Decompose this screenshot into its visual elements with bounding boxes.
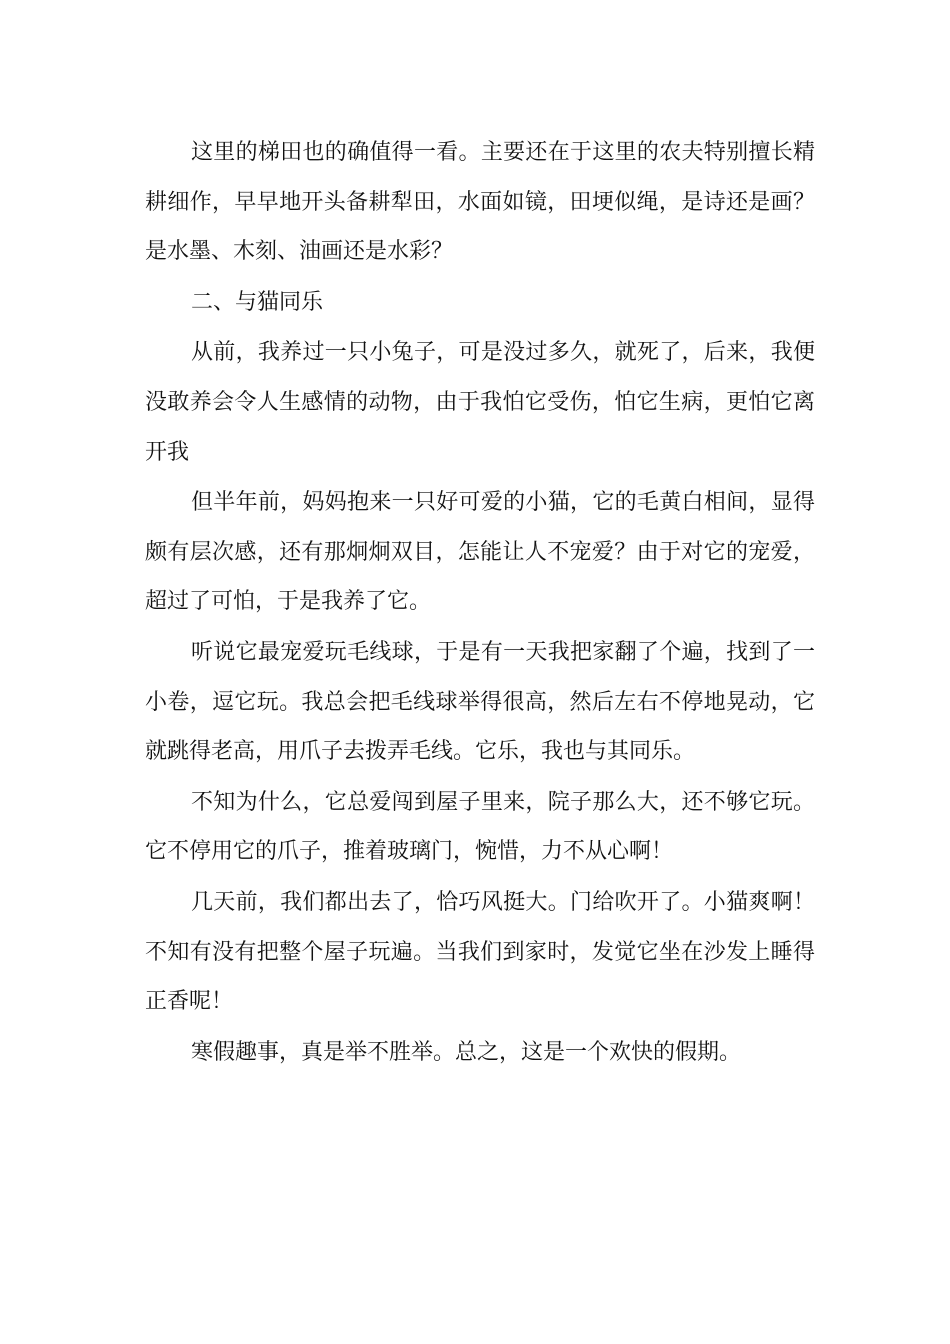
document-body <box>145 128 815 1078</box>
paragraph-kitten-arrives: 但半年前，妈妈抱来一只好可爱的小猫，它的毛黄白相间，显得颇有层次感，还有那炯炯双目，怎能让人不宠爱？由于对它的宠爱，超过了可怕，于是我养了它。 <box>145 490 815 615</box>
paragraph-terraces: 这里的梯田也的确值得一看。主要还在于这里的农夫特别擅长精耕细作，早早地开头备耕犁田，水面如镜，田埂似绳，是诗还是画？是水墨、木刻、油画还是水彩？ <box>145 140 815 265</box>
paragraph-yarn-ball: 听说它最宠爱玩毛线球，于是有一天我把家翻了个遍，找到了一小卷，逗它玩。我总会把毛线球举得很高，然后左右不停地晃动，它就跳得老高，用爪子去拨弄毛线。它乐，我也与其同乐。 <box>145 639 815 765</box>
paragraph-rabbit: 从前，我养过一只小兔子，可是没过多久，就死了，后来，我便没敢养会令人生感情的动物，由于我怕它受伤，怕它生病，更怕它离开我 <box>145 340 815 465</box>
paragraph-conclusion: 寒假趣事，真是举不胜举。总之，这是一个欢快的假期。 <box>191 1039 742 1065</box>
paragraph-glass-door: 不知为什么，它总爱闯到屋子里来，院子那么大，还不够它玩。它不停用它的爪子，推着玻璃门，惋惜，力不从心啊！ <box>145 789 815 865</box>
section-heading-cat: 二、与猫同乐 <box>191 289 324 315</box>
paragraph-door-blown-open: 几天前，我们都出去了，恰巧风挺大。门给吹开了。小猫爽啊！不知有没有把整个屋子玩遍。当我们到家时，发觉它坐在沙发上睡得正香呢！ <box>145 889 815 1015</box>
